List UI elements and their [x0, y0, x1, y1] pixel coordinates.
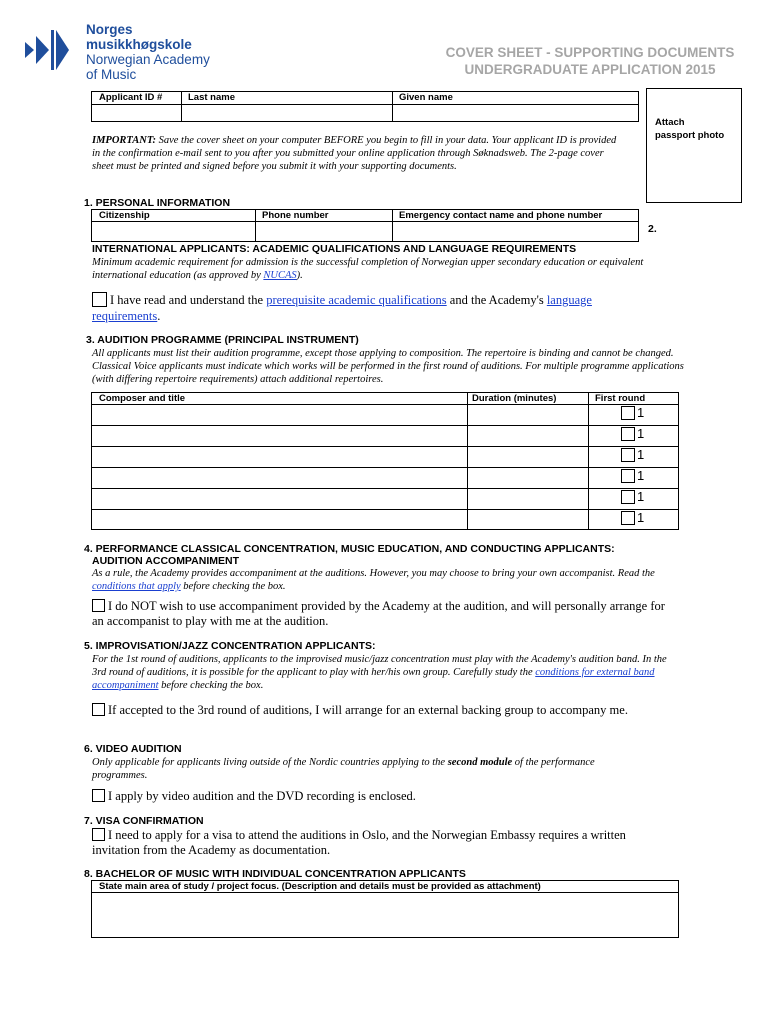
- given-name-label: Given name: [399, 92, 453, 103]
- language-link[interactable]: language: [546, 293, 592, 307]
- visa-heading: 7. VISA CONFIRMATION: [84, 815, 204, 827]
- first-round-checkbox[interactable]: [621, 406, 635, 420]
- jazz-text-main: For the 1st round of auditions, applicants to the improvised music/jazz concentration must play with the Academy's audition band. In the 3rd round of auditions, it is possible for the applicant to play with her/his own group. Carefully study the: [92, 654, 667, 678]
- prerequisite-link[interactable]: prerequisite academic qualifications: [266, 293, 447, 307]
- video-checkbox-row: [92, 789, 672, 804]
- applicant-id-field[interactable]: [92, 105, 180, 121]
- visa-checkbox[interactable]: [92, 828, 105, 841]
- first-round-value: 1: [637, 447, 645, 462]
- international-checkbox-row: [92, 292, 672, 324]
- international-cb-mid: and the Academy's: [446, 293, 547, 307]
- phone-field[interactable]: [256, 222, 391, 241]
- first-round-checkbox[interactable]: [621, 469, 635, 483]
- jazz-heading: 5. IMPROVISATION/JAZZ CONCENTRATION APPLICANTS:: [84, 640, 376, 652]
- given-name-field[interactable]: [393, 105, 638, 121]
- first-round-header: First round: [595, 393, 646, 404]
- accompaniment-heading-1: 4. PERFORMANCE CLASSICAL CONCENTRATION, MUSIC EDUCATION, AND CONDUCTING APPLICANTS:: [84, 543, 615, 555]
- international-text-end: ).: [296, 270, 303, 281]
- video-cb-text: I apply by video audition and the DVD recording is enclosed.: [108, 789, 416, 803]
- first-round-value: 1: [637, 468, 645, 483]
- nucas-link[interactable]: NUCAS: [263, 270, 297, 281]
- personal-heading: 1. PERSONAL INFORMATION: [84, 197, 231, 209]
- photo-line-1: Attach: [655, 117, 685, 128]
- bachelor-heading: 8. BACHELOR OF MUSIC WITH INDIVIDUAL CONCENTRATION APPLICANTS: [84, 868, 466, 880]
- jazz-cb-text: If accepted to the 3rd round of auditions, I will arrange for an external backing group to accompany me.: [108, 703, 628, 717]
- bachelor-label: State main area of study / project focus. (Description and details must be provided as attachment): [99, 881, 541, 892]
- video-text: [92, 756, 652, 782]
- photo-label: [655, 116, 724, 142]
- accompaniment-text-end: before checking the box.: [180, 581, 286, 592]
- citizenship-field[interactable]: [92, 222, 254, 241]
- international-text-main: Minimum academic requirement for admission is the successful completion of Norwegian upper secondary education or equivalent international education (as approved by: [92, 257, 644, 281]
- last-name-label: Last name: [188, 92, 235, 103]
- emergency-field[interactable]: [393, 222, 638, 241]
- bachelor-field[interactable]: [92, 893, 678, 937]
- first-round-checkbox[interactable]: [621, 511, 635, 525]
- accompaniment-text-main: As a rule, the Academy provides accompaniment at the auditions. However, you may choose to bring your own accompanist. Read the: [92, 568, 655, 579]
- conditions-link[interactable]: conditions that apply: [92, 581, 181, 592]
- international-text: [92, 256, 682, 282]
- accompaniment-checkbox[interactable]: [92, 599, 105, 612]
- academy-name: [86, 22, 210, 82]
- accompaniment-text: [92, 567, 662, 593]
- first-round-value: 1: [637, 405, 645, 420]
- video-text-main: Only applicable for applicants living outside of the Nordic countries applying to the: [92, 757, 448, 768]
- jazz-text-end: before checking the box.: [158, 680, 264, 691]
- requirements-link[interactable]: requirements: [92, 309, 158, 323]
- international-heading: INTERNATIONAL APPLICANTS: ACADEMIC QUALIFICATIONS AND LANGUAGE REQUIREMENTS: [92, 243, 577, 255]
- visa-cb-text: I need to apply for a visa to attend the auditions in Oslo, and the Norwegian Embassy requires a written invitation from the Academy as documentation.: [92, 828, 626, 857]
- composer-field[interactable]: [92, 489, 466, 509]
- international-number: 2.: [648, 223, 657, 235]
- emergency-label: Emergency contact name and phone number: [399, 210, 603, 221]
- composer-field[interactable]: [92, 447, 466, 467]
- phone-label: Phone number: [262, 210, 329, 221]
- logo-line-3: Norwegian Academy: [86, 52, 210, 67]
- accompaniment-checkbox-row: [92, 599, 672, 629]
- important-text: Save the cover sheet on your computer BEFORE you begin to fill in your data. Your applicant ID is provided in the confirmation e-mail sent to you after you submitted your online application through Søknadsweb. The 2-page cover sheet must be printed and signed before you submit it with your supporting documents.: [92, 135, 617, 172]
- video-checkbox[interactable]: [92, 789, 105, 802]
- jazz-text: [92, 653, 667, 692]
- audition-heading: 3. AUDITION PROGRAMME (PRINCIPAL INSTRUMENT): [86, 334, 359, 346]
- duration-field[interactable]: [468, 468, 587, 488]
- logo-line-2: musikkhøgskole: [86, 37, 192, 52]
- video-bold: second module: [447, 757, 513, 768]
- accompaniment-heading-2: AUDITION ACCOMPANIMENT: [92, 555, 239, 567]
- visa-checkbox-row: [92, 828, 672, 858]
- accompaniment-cb-text: I do NOT wish to use accompaniment provided by the Academy at the audition, and will personally arrange for an accompanist to play with me at the audition.: [92, 599, 665, 628]
- logo-line-1: Norges: [86, 22, 133, 37]
- title-line-2: UNDERGRADUATE APPLICATION 2015: [464, 62, 716, 77]
- important-note: [92, 134, 627, 173]
- page-title: [420, 44, 760, 78]
- composer-field[interactable]: [92, 405, 466, 425]
- duration-field[interactable]: [468, 426, 587, 446]
- accompaniment-heading: [84, 543, 615, 567]
- first-round-value: 1: [637, 426, 645, 441]
- photo-line-2: passport photo: [655, 130, 725, 141]
- first-round-checkbox[interactable]: [621, 427, 635, 441]
- first-round-checkbox[interactable]: [621, 448, 635, 462]
- first-round-checkbox[interactable]: [621, 490, 635, 504]
- duration-field[interactable]: [468, 489, 587, 509]
- audition-text: All applicants must list their audition programme, except those applying to composition. The repertoire is binding and cannot be changed. Classical Voice applicants must indicate which works will be performed in the first round of auditions. For multiple programme applications (with differing repertoire requirements) attach additional repertoires.: [92, 348, 684, 385]
- international-checkbox[interactable]: [92, 292, 107, 307]
- citizenship-label: Citizenship: [99, 210, 150, 221]
- international-cb-end: .: [157, 309, 161, 323]
- first-round-value: 1: [637, 510, 645, 525]
- composer-field[interactable]: [92, 468, 466, 488]
- jazz-checkbox[interactable]: [92, 703, 105, 716]
- composer-header: Composer and title: [99, 393, 186, 404]
- duration-header: Duration (minutes): [472, 393, 557, 404]
- applicant-id-label: Applicant ID #: [99, 92, 163, 103]
- last-name-field[interactable]: [182, 105, 391, 121]
- important-label: IMPORTANT:: [92, 135, 156, 146]
- external-band-link[interactable]: conditions for external band accompaniment: [92, 667, 655, 691]
- duration-field[interactable]: [468, 405, 587, 425]
- first-round-value: 1: [637, 489, 645, 504]
- logo-line-4: of Music: [86, 67, 137, 82]
- title-line-1: COVER SHEET - SUPPORTING DOCUMENTS: [445, 45, 735, 60]
- video-text-end: of the performance programmes.: [92, 757, 595, 781]
- academy-logo-icon: [22, 22, 72, 76]
- video-heading: 6. VIDEO AUDITION: [84, 743, 182, 755]
- composer-field[interactable]: [92, 510, 466, 529]
- duration-field[interactable]: [468, 510, 587, 529]
- duration-field[interactable]: [468, 447, 587, 467]
- jazz-checkbox-row: [92, 703, 672, 718]
- passport-photo-box[interactable]: [646, 88, 742, 203]
- international-cb-pre: I have read and understand the: [110, 293, 267, 307]
- composer-field[interactable]: [92, 426, 466, 446]
